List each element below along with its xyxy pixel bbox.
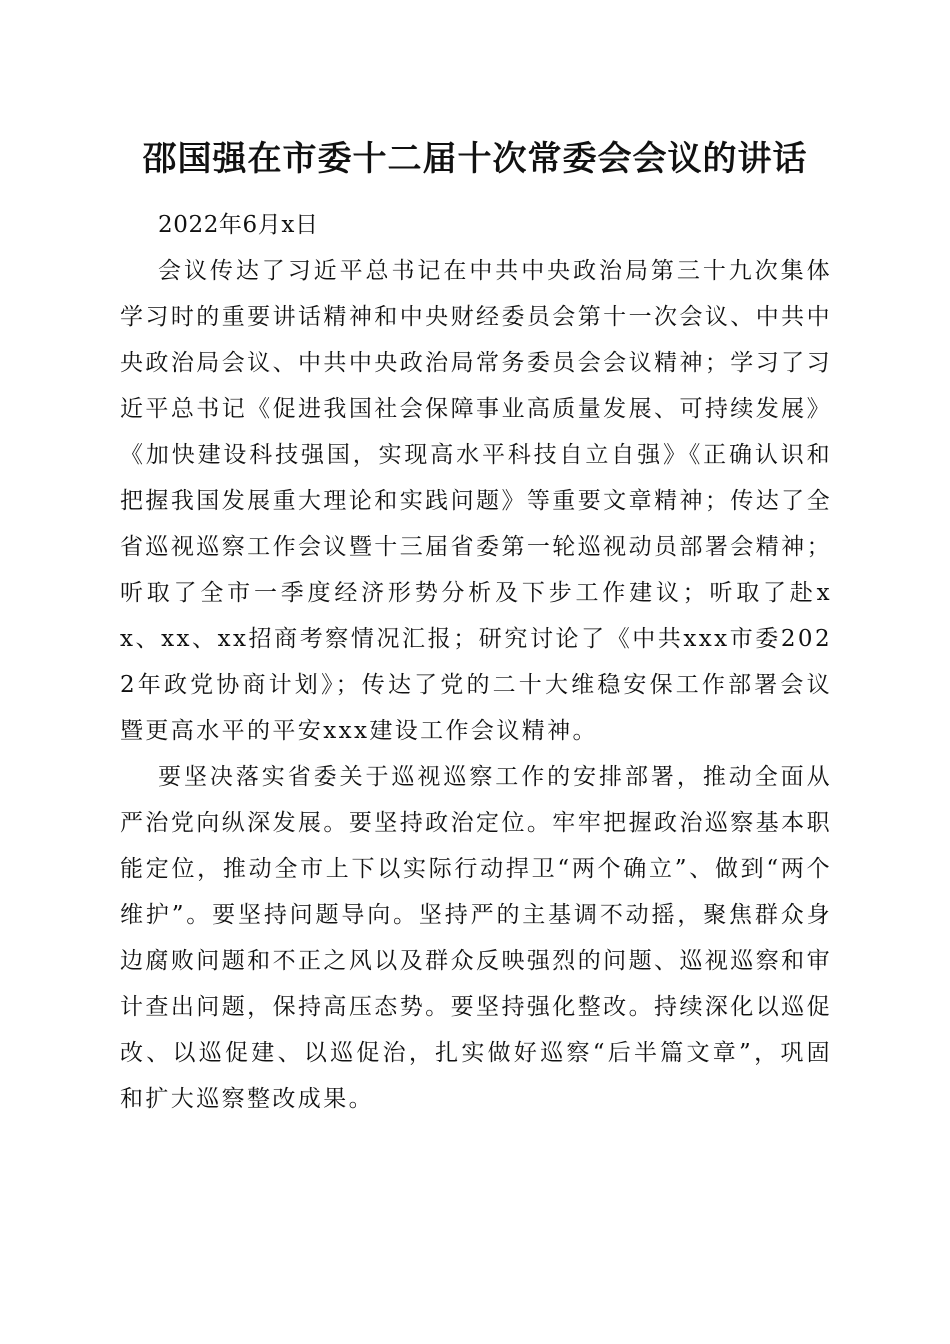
paragraph-inspection-requirements: 要坚决落实省委关于巡视巡察工作的安排部署，推动全面从严治党向纵深发展。要坚持政治定位。牢牢把握政治巡察基本职能定位，推动全市上下以实际行动捍卫“两个确立”、做到“两个维护”。要坚持问题导向。坚持严的主基调不动摇，聚焦群众身边腐败问题和不正之风以及群众反映强烈的问题、巡视巡察和审计查出问题，保持高压态势。要坚持强化整改。持续深化以巡促改、以巡促建、以巡促治，扎实做好巡察“后半篇文章”，巩固和扩大巡察整改成果。 (120, 764, 832, 1112)
paragraph-meeting-summary: 会议传达了习近平总书记在中共中央政治局第三十九次集体学习时的重要讲话精神和中央财经委员会第十一次会议、中共中央政治局会议、中共中央政治局常务委员会会议精神；学习了习近平总书记《促进我国社会保障事业高质量发展、可持续发展》《加快建设科技强国，实现高水平科技自立自强》《正确认识和把握我国发展重大理论和实践问题》等重要文章精神；传达了全省巡视巡察工作会议暨十三届省委第一轮巡视动员部署会精神；听取了全市一季度经济形势分析及下步工作建议；听取了赴xx、xx、xx招商考察情况汇报；研究讨论了《中共xxx市委2022年政党协商计划》；传达了党的二十大维稳安保工作部署会议暨更高水平的平安xxx建设工作会议精神。 (120, 258, 832, 744)
document-date: 2022年6月x日 (158, 212, 319, 238)
document-title: 邵国强在市委十二届十次常委会会议的讲话 (142, 139, 808, 179)
document-body (120, 202, 832, 1122)
